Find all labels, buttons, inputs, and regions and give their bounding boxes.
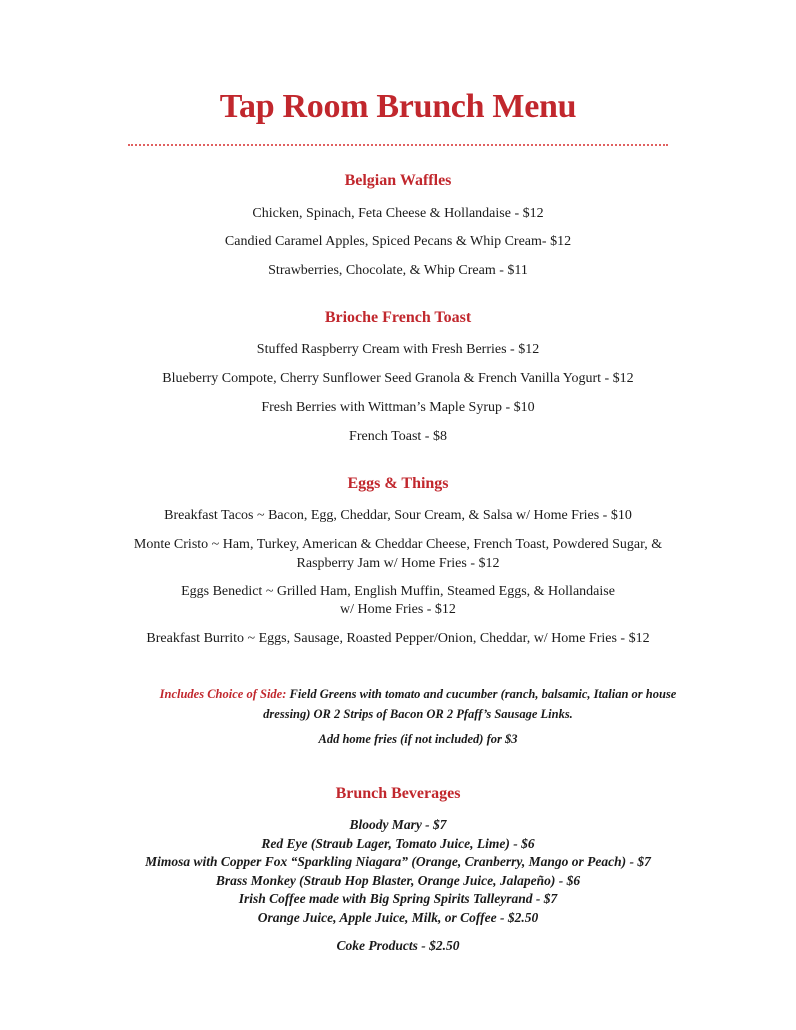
beverage-item: Bloody Mary - $7	[349, 817, 447, 832]
section-heading-eggs: Eggs & Things	[347, 475, 449, 492]
menu-item: Eggs Benedict ~ Grilled Ham, English Muffin, Steamed Eggs, & Hollandaise	[181, 584, 615, 599]
beverage-item: Coke Products - $2.50	[336, 938, 460, 953]
beverage-item: Orange Juice, Apple Juice, Milk, or Coffee - $2.50	[257, 910, 539, 925]
section-heading-waffles: Belgian Waffles	[344, 172, 452, 189]
beverage-item: Red Eye (Straub Lager, Tomato Juice, Lime) - $6	[261, 836, 535, 851]
home-fries-note: Add home fries (if not included) for $3	[318, 732, 518, 746]
menu-item: Blueberry Compote, Cherry Sunflower Seed Granola & French Vanilla Yogurt - $12	[162, 371, 634, 386]
dotted-divider	[128, 144, 668, 146]
page-title: Tap Room Brunch Menu	[219, 88, 577, 125]
menu-item: Fresh Berries with Wittman’s Maple Syrup - $10	[261, 400, 535, 415]
menu-item: French Toast - $8	[349, 429, 447, 444]
section-heading-beverages: Brunch Beverages	[335, 785, 461, 802]
beverage-item: Mimosa with Copper Fox “Sparkling Niagara” (Orange, Cranberry, Mango or Peach) - $7	[145, 854, 651, 869]
menu-item: Strawberries, Chocolate, & Whip Cream - $11	[268, 263, 528, 278]
beverage-item: Brass Monkey (Straub Hop Blaster, Orange Juice, Jalapeño) - $6	[215, 873, 581, 888]
menu-item: w/ Home Fries - $12	[340, 602, 456, 617]
menu-item: Breakfast Tacos ~ Bacon, Egg, Cheddar, Sour Cream, & Salsa w/ Home Fries - $10	[164, 508, 632, 523]
side-choice-text: Field Greens with tomato and cucumber (ranch, balsamic, Italian or house dressing) OR 2 Strips of Bacon OR 2 Pfaff’s Sausage Links.	[263, 687, 677, 721]
side-choice-note	[150, 684, 686, 724]
menu-item: Candied Caramel Apples, Spiced Pecans & Whip Cream- $12	[224, 234, 572, 249]
beverage-item: Irish Coffee made with Big Spring Spirits Talleyrand - $7	[238, 891, 558, 906]
menu-item: Breakfast Burrito ~ Eggs, Sausage, Roasted Pepper/Onion, Cheddar, w/ Home Fries - $12	[146, 631, 650, 646]
menu-item: Stuffed Raspberry Cream with Fresh Berries - $12	[256, 342, 540, 357]
menu-item: Monte Cristo ~ Ham, Turkey, American & Cheddar Cheese, French Toast, Powdered Sugar, & Raspberry Jam w/ Home Fries - $12	[133, 537, 663, 571]
section-heading-french-toast: Brioche French Toast	[324, 309, 472, 326]
menu-item: Chicken, Spinach, Feta Cheese & Hollandaise - $12	[252, 206, 544, 221]
side-choice-label: Includes Choice of Side:	[159, 687, 287, 701]
